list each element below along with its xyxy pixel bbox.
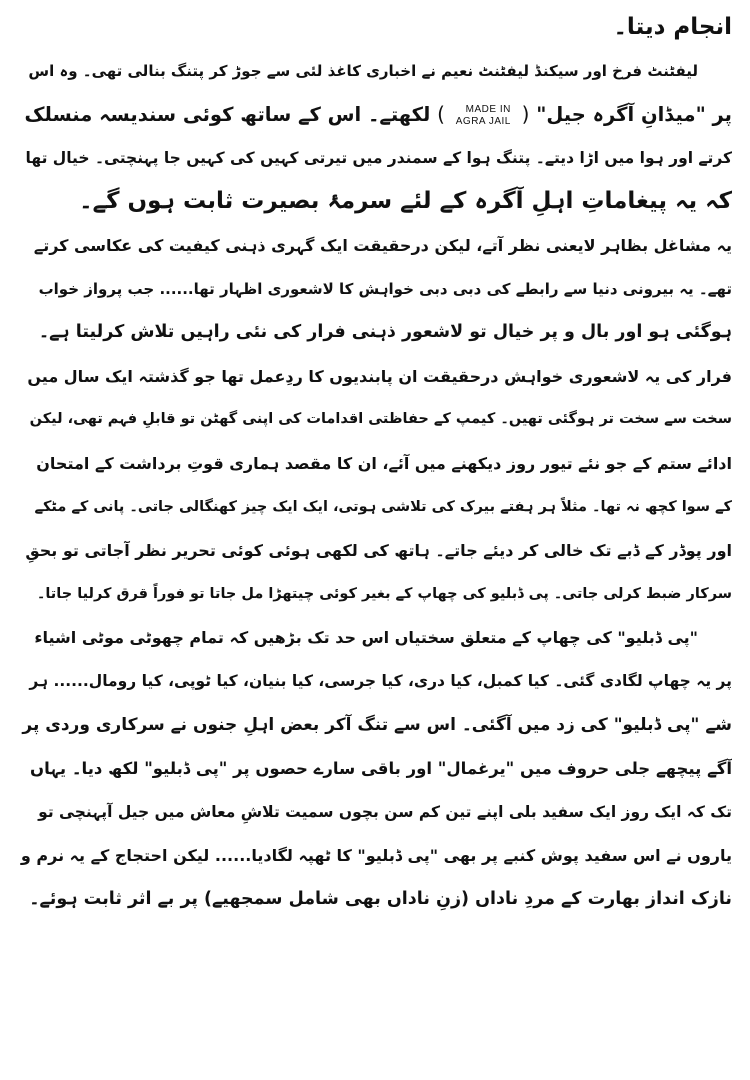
text-line-9: فرار کی یہ لاشعوری خواہش درحقیقت ان پابندیوں کا ردِعمل تھا جو گذشتہ ایک سال میں (27, 366, 732, 386)
text-line-15: "پی ڈبلیو" کی چھاپ کے متعلق سختیاں اس حد تک بڑھیں کہ تمام چھوٹی موٹی اشیاء (34, 628, 698, 648)
text-line-8: ہوگئی ہو اور بال و پر خیال تو لاشعور ذہنی فرار کی نئی راہیں تلاش کرلیتا ہے۔ (38, 322, 732, 343)
text-line-1: انجام دیتا۔ (613, 14, 732, 40)
text-line-7: تھے۔ یہ بیرونی دنیا سے رابطے کی دبی دبی خواہش کا لاشعوری اظہار تھا...... جب پرواز خواب (38, 279, 732, 298)
text-line-14: سرکار ضبط کرلی جاتی۔ پی ڈبلیو کی چھاپ کے بغیر کوئی چیتھڑا مل جاتا تو فوراً قرق کرلیا جاتا۔ (36, 585, 732, 602)
text-line-3-end: لکھتے۔ اس کے ساتھ کوئی سندیسہ منسلک (24, 103, 431, 127)
text-line-12: کے سوا کچھ نہ تھا۔ مثلاً ہر ہفتے بیرک کی تلاشی ہوتی، ایک ایک چیز کھنگالی جاتی۔ پانی کے مٹکے (34, 498, 732, 515)
text-line-20: یاروں نے اس سفید پوش کنبے پر بھی "پی ڈبلیو" کا ٹھپہ لگادیا...... لیکن احتجاج کے یہ نرم و (20, 846, 732, 866)
text-line-3 (20, 93, 732, 137)
text-line-2: لیفٹنٹ فرخ اور سیکنڈ لیفٹنٹ نعیم نے اخباری کاغذ لئی سے جوڑ کر پتنگ بنالی تھی۔ وہ اس (28, 61, 698, 80)
text-line-3-start: پر "میڈانِ آگرہ جیل" (536, 103, 732, 127)
text-line-17: شے "پی ڈبلیو" کی زد میں آگئی۔ اس سے تنگ آکر بعض اہلِ جنوں نے سرکاری وردی پر (22, 714, 732, 735)
text-line-18: آگے پیچھے جلی حروف میں "یرغمال" اور باقی سارے حصوں پر "پی ڈبلیو" لکھ دیا۔ یہاں (29, 759, 732, 779)
document-page (20, 6, 732, 1074)
open-paren: ( (521, 102, 530, 127)
text-line-13: اور پوڈر کے ڈبے تک خالی کر دیئے جاتے۔ ہاتھ کی لکھی ہوئی کوئی تحریر نظر آجاتی تو بحقِ (25, 541, 732, 561)
text-line-11: ادائے ستم کے جو نئے تیور روز دیکھنے میں آئے، ان کا مقصد ہماری قوتِ برداشت کے امتحان (36, 453, 732, 473)
text-line-16: پر یہ چھاپ لگادی گئی۔ کیا کمبل، کیا دری، کیا جرسی، کیا بنیان، کیا ٹوپی، کیا رومال...... ہر (29, 671, 732, 690)
made-in-agra-jail-label (456, 104, 511, 128)
stamp-line-1: MADE IN (465, 103, 511, 115)
stamp-line-2: AGRA JAIL (455, 115, 511, 127)
close-paren: ) (437, 102, 445, 127)
text-line-21: نازک انداز بھارت کے مردِ ناداں (زنِ ناداں بھی شامل سمجھیے) پر بے اثر ثابت ہوئے۔ (29, 888, 732, 909)
text-line-5: کہ یہ پیغاماتِ اہلِ آگرہ کے لئے سرمۂ بصیرت ثابت ہوں گے۔ (79, 188, 732, 215)
text-line-10: سخت سے سخت تر ہوگئی تھیں۔ کیمپ کے حفاظتی اقدامات کی اپنی گھٹن تو قابلِ فہم تھی، لیکن (29, 411, 732, 428)
text-line-6: یہ مشاغل بظاہر لایعنی نظر آتے، لیکن درحقیقت ایک گہری ذہنی کیفیت کی عکاسی کرتے (33, 235, 732, 255)
text-line-4: کرتے اور ہوا میں اڑا دیتے۔ پتنگ ہوا کے سمندر میں تیرتی کہیں کی کہیں جا پہنچتی۔ خیال تھا (25, 148, 732, 167)
text-line-19: تک کہ ایک روز ایک سفید بلی اپنے تین کم سن بچوں سمیت تلاشِ معاش میں جیل آپہنچی تو (38, 802, 732, 821)
